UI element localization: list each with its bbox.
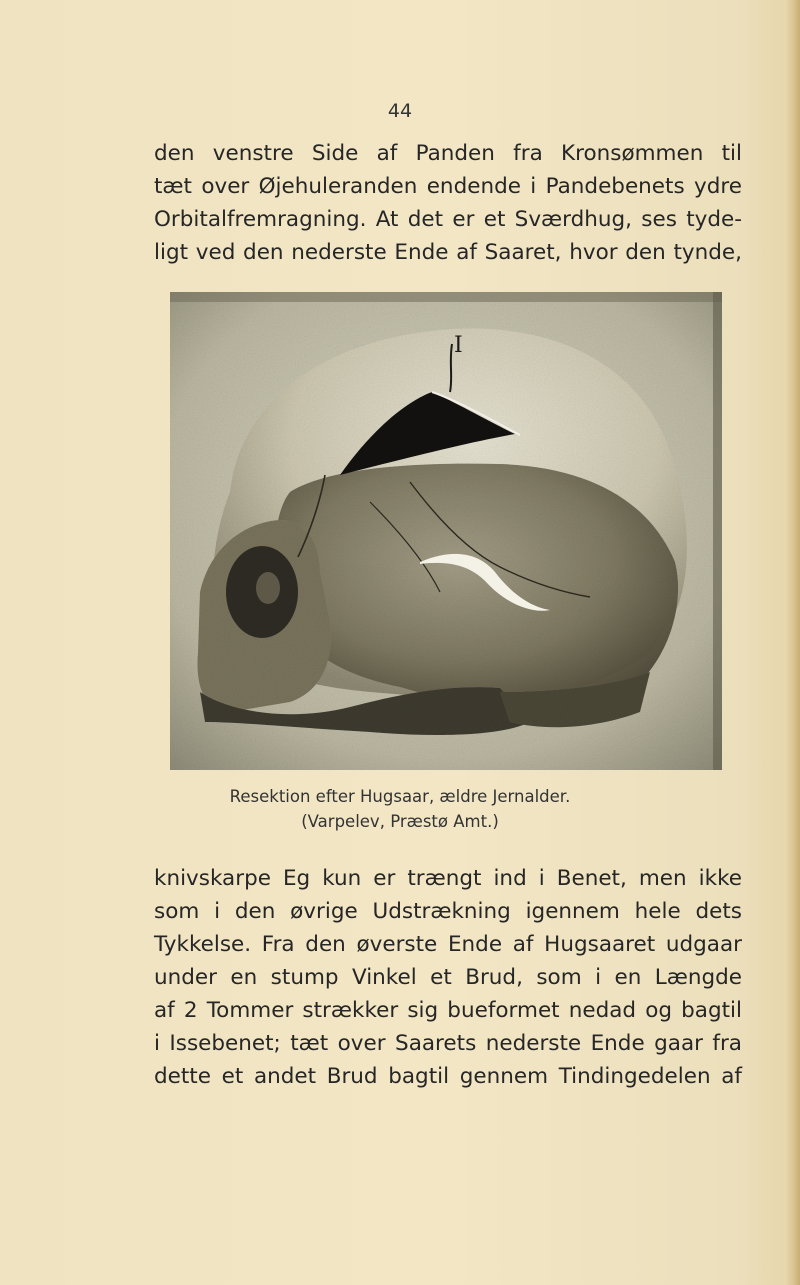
page-number: 44 xyxy=(387,100,413,122)
text-line: under en stump Vinkel et Brud, som i en Længde xyxy=(154,965,742,990)
paragraph-bottom xyxy=(154,862,742,1093)
text-line: som i den øvrige Udstrækning igennem hele dets xyxy=(154,899,742,924)
skull-photograph xyxy=(170,292,722,770)
page-edge xyxy=(786,0,800,1285)
text-line: af 2 Tommer strækker sig bueformet nedad og bagtil xyxy=(154,998,742,1023)
figure-caption-location: (Varpelev, Præstø Amt.) xyxy=(301,812,499,831)
text-line: dette et andet Brud bagtil gennem Tindingedelen af xyxy=(154,1064,742,1089)
paragraph-top xyxy=(154,137,742,269)
text-line: knivskarpe Eg kun er trængt ind i Benet, men ikke xyxy=(154,866,742,891)
text-line: Orbitalfremragning. At det er et Sværdhug, ses tyde- xyxy=(154,207,742,232)
figure-label: I xyxy=(454,333,463,358)
text-line: den venstre Side af Panden fra Kronsømmen til xyxy=(154,141,742,166)
figure-caption: Resektion efter Hugsaar, ældre Jernalder. xyxy=(229,787,571,806)
skull-illustration xyxy=(170,292,722,770)
text-line: i Issebenet; tæt over Saarets nederste Ende gaar fra xyxy=(154,1031,742,1056)
text-line: tæt over Øjehuleranden endende i Pandebenets ydre xyxy=(154,174,742,199)
text-line: Tykkelse. Fra den øverste Ende af Hugsaaret udgaar xyxy=(154,932,742,957)
text-line: ligt ved den nederste Ende af Saaret, hvor den tynde, xyxy=(154,240,742,265)
